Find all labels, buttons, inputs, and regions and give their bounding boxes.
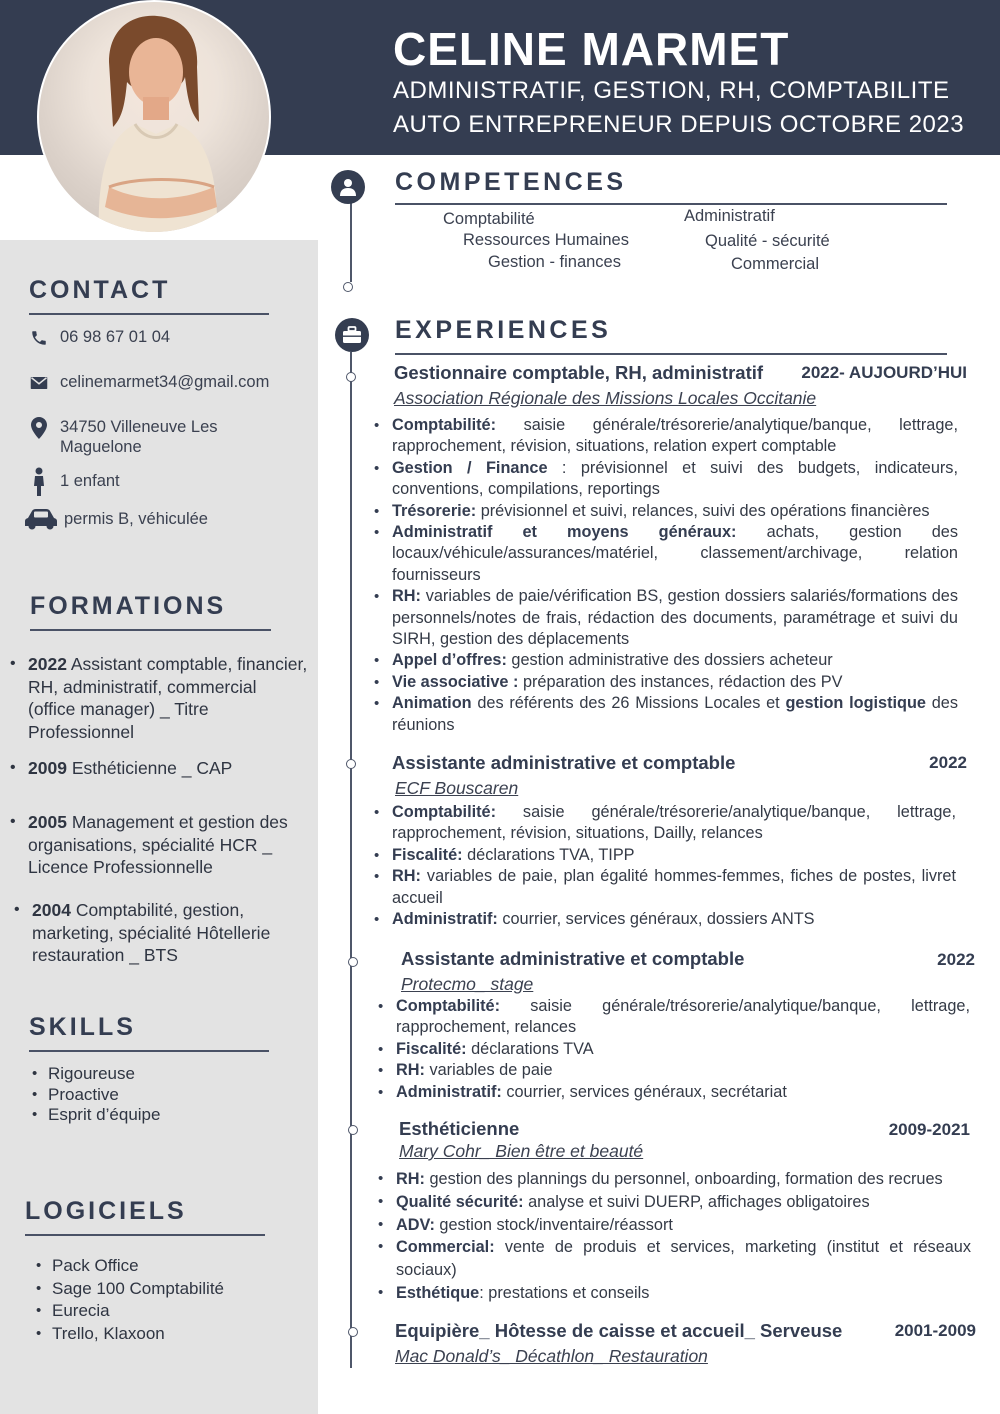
bullet-text: gestion stock/inventaire/réassort bbox=[434, 1215, 673, 1234]
bullet-label: gestion logistique bbox=[785, 694, 926, 713]
bullet-label: Comptabilité: bbox=[396, 997, 501, 1015]
contact-email bbox=[24, 372, 300, 394]
bullet-label: Fiscalité: bbox=[396, 1039, 467, 1058]
bullet-label: RH: bbox=[396, 1061, 425, 1080]
logiciels-title: LOGICIELS bbox=[25, 1197, 187, 1225]
bullet-item bbox=[376, 1082, 970, 1103]
formation-item bbox=[8, 811, 308, 879]
software-item: • Eurecia bbox=[34, 1300, 224, 1323]
person-icon bbox=[331, 170, 365, 204]
postal-address: 34750 Villeneuve Les Maguelone bbox=[60, 418, 218, 456]
experiences-rule bbox=[395, 353, 947, 355]
job-organization: Mac Donald’s_ Décathlon_ Restauration bbox=[395, 1346, 708, 1366]
skill-item: • Rigoureuse bbox=[30, 1064, 160, 1085]
contact-children bbox=[24, 467, 260, 497]
bullet-text: gestion administrative des dossiers acheteur bbox=[506, 651, 833, 670]
bullet-text: : prestations et conseils bbox=[479, 1283, 650, 1302]
bullet-item bbox=[372, 586, 958, 650]
bullet-label: Administratif: bbox=[392, 910, 498, 929]
bullet-item bbox=[376, 1236, 971, 1282]
formation-text: Esthéticienne _ CAP bbox=[71, 758, 233, 778]
bullet-item bbox=[372, 522, 958, 586]
children-count: 1 enfant bbox=[60, 472, 120, 490]
job-bullets bbox=[372, 415, 958, 736]
bullet-text: des référents des 26 Missions Locales et bbox=[471, 694, 786, 713]
job-date: 2009-2021 bbox=[888, 1120, 970, 1139]
bullet-text: prévisionnel et suivi, relances, suivi des opérations financières bbox=[476, 501, 930, 520]
bullet-item bbox=[376, 1060, 970, 1081]
contact-address bbox=[24, 417, 260, 457]
bullet-item bbox=[372, 501, 958, 522]
job-date: 2022- AUJOURD’HUI bbox=[801, 363, 967, 382]
envelope-icon bbox=[24, 372, 54, 394]
skill-item: • Esprit d’équipe bbox=[30, 1105, 160, 1126]
formation-year: 2022 bbox=[28, 654, 67, 674]
competences-title: COMPETENCES bbox=[395, 168, 627, 196]
bullet-label: Administratif: bbox=[396, 1082, 502, 1101]
experiences-title: EXPERIENCES bbox=[395, 316, 612, 344]
bullet-text: : prévisionnel et suivi des budgets, indicateurs, conventions, compilations, reportings bbox=[392, 458, 958, 499]
job-organization: Mary Cohr_ Bien être et beauté bbox=[399, 1141, 644, 1161]
bullet-text: vente de produis et services, marketing (institut et réseaux sociaux) bbox=[396, 1238, 971, 1280]
bullet-item bbox=[372, 693, 958, 736]
bullet-label: RH: bbox=[392, 587, 421, 606]
competence-item: Administratif bbox=[684, 207, 775, 225]
bullet-text: saisie générale/trésorerie/analytique/banque, lettrage, rapprochement, révision, situations, Dailly, relances bbox=[392, 803, 956, 843]
bullet-item bbox=[372, 845, 956, 866]
timeline-dot bbox=[346, 759, 356, 769]
bullet-text: analyse et suivi DUERP, affichages obligatoires bbox=[523, 1192, 870, 1211]
job-organization: ECF Bouscaren bbox=[395, 778, 519, 798]
logiciels-rule bbox=[25, 1234, 265, 1236]
bullet-label: Appel d’offres: bbox=[392, 651, 507, 670]
header-subtitle-status: AUTO ENTREPRENEUR DEPUIS OCTOBRE 2023 bbox=[393, 111, 965, 138]
timeline-dot bbox=[348, 957, 358, 967]
bullet-text: gestion des plannings du personnel, onboarding, formation des recrues bbox=[424, 1170, 943, 1188]
competence-item: Commercial bbox=[731, 255, 820, 273]
job-title: Esthéticienne bbox=[399, 1118, 520, 1139]
formations-rule bbox=[30, 629, 271, 631]
bullet-text: saisie générale/trésorerie/analytique/banque, lettrage, rapprochement, relances bbox=[396, 997, 970, 1037]
bullet-item bbox=[372, 672, 958, 693]
timeline-dot bbox=[343, 282, 353, 292]
contact-rule bbox=[29, 313, 269, 315]
bullet-item bbox=[372, 415, 958, 458]
bullet-item bbox=[372, 802, 956, 845]
skills-title: SKILLS bbox=[29, 1013, 136, 1041]
bullet-label: Comptabilité: bbox=[392, 416, 497, 434]
timeline-line-competences bbox=[350, 200, 352, 282]
job-organization: Association Régionale des Missions Locales Occitanie bbox=[394, 388, 817, 408]
formations-title: FORMATIONS bbox=[30, 592, 227, 620]
skill-item: • Proactive bbox=[30, 1085, 160, 1106]
bullet-item bbox=[372, 650, 958, 671]
timeline-dot bbox=[348, 1125, 358, 1135]
car-icon bbox=[24, 507, 58, 531]
bullet-text: variables de paie, plan égalité hommes-femmes, fiches de postes, livret accueil bbox=[392, 867, 956, 907]
bullet-item bbox=[376, 1039, 970, 1060]
timeline-line-experiences bbox=[350, 352, 352, 1368]
competence-item: Qualité - sécurité bbox=[705, 232, 830, 250]
bullet-item bbox=[376, 996, 970, 1039]
bullet-item bbox=[372, 909, 956, 930]
job-bullets bbox=[372, 802, 956, 930]
bullet-label: Qualité sécurité: bbox=[396, 1192, 524, 1211]
bullet-label: ADV: bbox=[396, 1215, 435, 1234]
job-title: Assistante administrative et comptable bbox=[392, 752, 736, 773]
formation-year: 2009 bbox=[28, 758, 67, 778]
briefcase-icon bbox=[335, 318, 369, 352]
bullet-text: déclarations TVA, TIPP bbox=[462, 845, 635, 864]
bullet-text: achats, gestion des locaux/véhicule/assurances/matériel, classement/archivage, relation fournisseurs bbox=[392, 523, 958, 584]
portrait-icon bbox=[39, 2, 271, 234]
job-bullets bbox=[376, 996, 970, 1103]
formation-item bbox=[8, 757, 308, 780]
software-item: • Sage 100 Comptabilité bbox=[34, 1278, 224, 1301]
timeline-dot bbox=[346, 372, 356, 382]
bullet-item bbox=[376, 1282, 971, 1305]
candidate-name: CELINE MARMET bbox=[393, 23, 790, 75]
timeline-dot bbox=[348, 1327, 358, 1337]
formation-year: 2005 bbox=[28, 812, 67, 832]
bullet-label: Fiscalité: bbox=[392, 845, 463, 864]
bullet-text: déclarations TVA bbox=[466, 1039, 594, 1058]
bullet-label: Comptabilité: bbox=[392, 803, 497, 821]
job-title: Assistante administrative et comptable bbox=[401, 948, 745, 969]
bullet-label: Animation bbox=[392, 694, 472, 713]
bullet-label: Trésorerie: bbox=[392, 501, 477, 520]
bullet-text: courrier, services généraux, secrétariat bbox=[501, 1082, 787, 1101]
phone-number: 06 98 67 01 04 bbox=[60, 328, 171, 346]
software-item: • Pack Office bbox=[34, 1255, 224, 1278]
bullet-label: Esthétique bbox=[396, 1283, 480, 1302]
bullet-item bbox=[372, 458, 958, 501]
phone-icon bbox=[24, 327, 54, 349]
bullet-label: RH: bbox=[396, 1170, 425, 1188]
formation-text: Management et gestion des organisations, spécialité HCR _ Licence Professionnelle bbox=[28, 812, 288, 877]
contact-license bbox=[24, 507, 264, 531]
formation-item bbox=[8, 653, 308, 743]
bullet-text: variables de paie bbox=[424, 1061, 553, 1080]
bullet-item bbox=[372, 866, 956, 909]
bullet-item bbox=[376, 1214, 971, 1237]
formation-item bbox=[12, 899, 312, 967]
header-subtitle-domains: ADMINISTRATIF, GESTION, RH, COMPTABILITE bbox=[393, 77, 950, 104]
skills-rule bbox=[29, 1050, 269, 1052]
job-organization: Protecmo_ stage bbox=[401, 974, 534, 994]
skills-list bbox=[30, 1064, 160, 1126]
formation-text: Assistant comptable, financier, RH, administratif, commercial (office manager) _ Titre Professionnel bbox=[28, 654, 308, 742]
bullet-text: saisie générale/trésorerie/analytique/banque, lettrage, rapprochement, révision, situations, relation expert comptable bbox=[392, 416, 958, 456]
bullet-item bbox=[376, 1191, 971, 1214]
competences-rule bbox=[395, 203, 947, 205]
job-title: Equipière_ Hôtesse de caisse et accueil_ Serveuse bbox=[395, 1320, 843, 1341]
job-date: 2022 bbox=[929, 753, 967, 772]
job-date: 2022 bbox=[937, 950, 975, 969]
bullet-label: Gestion / Finance bbox=[392, 458, 548, 477]
bullet-text: des réunions bbox=[392, 694, 958, 734]
location-pin-icon bbox=[24, 417, 54, 439]
bullet-label: Vie associative : bbox=[392, 672, 519, 691]
formation-year: 2004 bbox=[32, 900, 71, 920]
logiciels-list bbox=[34, 1255, 224, 1345]
contact-phone bbox=[24, 327, 260, 349]
profile-photo bbox=[37, 0, 271, 234]
child-icon bbox=[24, 467, 54, 497]
competence-item: Gestion - finances bbox=[488, 253, 621, 271]
bullet-label: Commercial: bbox=[396, 1238, 495, 1257]
bullet-label: Administratif et moyens généraux: bbox=[392, 523, 737, 542]
job-date: 2001-2009 bbox=[894, 1321, 976, 1340]
email-address: celinemarmet34@gmail.com bbox=[60, 373, 270, 391]
competence-item: Ressources Humaines bbox=[463, 231, 629, 249]
bullet-text: courrier, services généraux, dossiers ANTS bbox=[497, 910, 815, 929]
contact-title: CONTACT bbox=[29, 276, 171, 304]
job-title: Gestionnaire comptable, RH, administratif bbox=[394, 362, 764, 383]
software-item: • Trello, Klaxoon bbox=[34, 1323, 224, 1346]
license-info: permis B, véhiculée bbox=[64, 510, 208, 528]
bullet-item bbox=[376, 1168, 971, 1191]
job-bullets bbox=[376, 1168, 971, 1305]
bullet-text: préparation des instances, rédaction des PV bbox=[518, 672, 843, 691]
bullet-text: variables de paie/vérification BS, gestion dossiers salariés/formations des personnels/notes de frais, rédaction des documents, paramétrage et suivi du SIRH, gestion des déplacements bbox=[392, 587, 958, 649]
competence-item: Comptabilité bbox=[443, 210, 535, 228]
formation-text: Comptabilité, gestion, marketing, spécialité Hôtellerie restauration _ BTS bbox=[32, 900, 271, 965]
bullet-label: RH: bbox=[392, 867, 421, 886]
